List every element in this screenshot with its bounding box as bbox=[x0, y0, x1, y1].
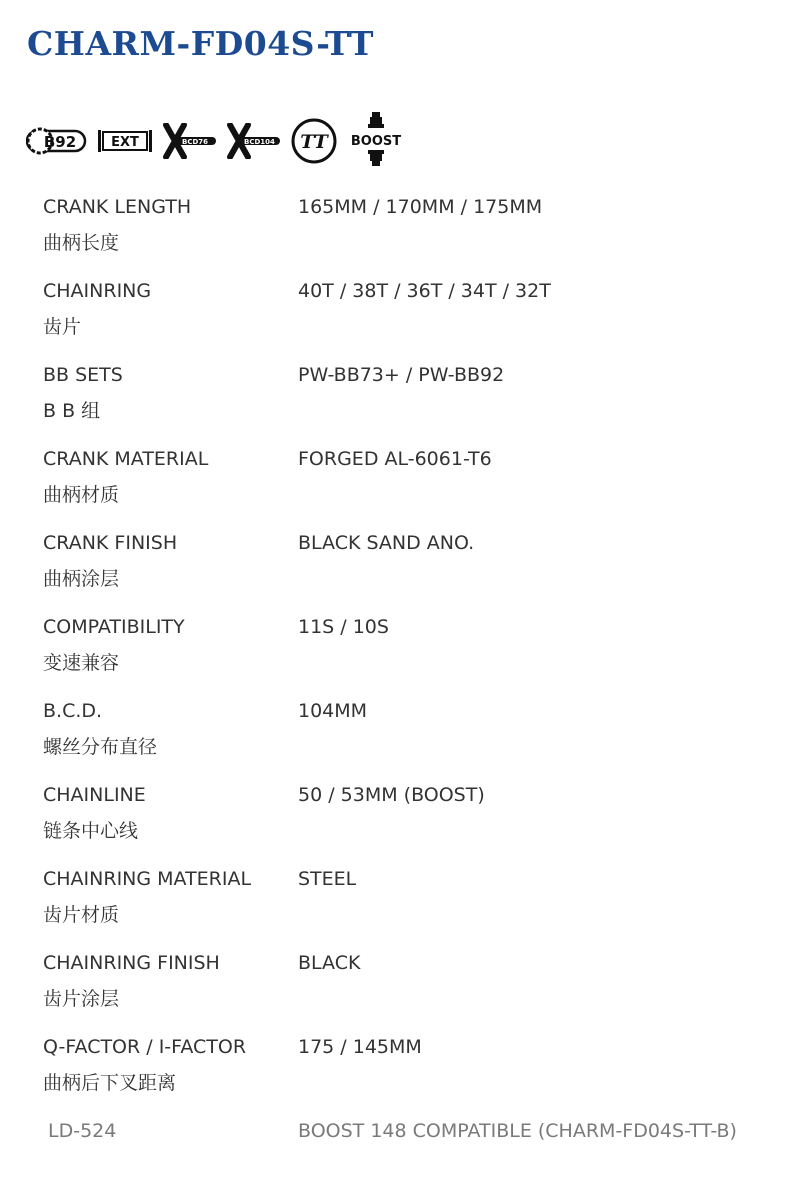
spec-label bbox=[43, 1029, 288, 1101]
spec-label bbox=[43, 357, 288, 429]
spec-value: 175 / 145MM bbox=[298, 1036, 422, 1058]
spec-label-cn: 曲柄材质 bbox=[43, 484, 120, 506]
spec-value: 165MM / 170MM / 175MM bbox=[298, 196, 543, 218]
tt-text: TT bbox=[300, 131, 328, 153]
spec-row-crank-material bbox=[43, 436, 783, 520]
spec-label bbox=[43, 861, 288, 933]
spec-value: BLACK SAND ANO. bbox=[298, 532, 475, 554]
spec-label-cn: B B 组 bbox=[43, 400, 101, 422]
bcd76-icon bbox=[162, 123, 218, 159]
spec-row-chainring bbox=[43, 268, 783, 352]
spec-label bbox=[43, 609, 288, 681]
spec-label-cn: 链条中心线 bbox=[43, 820, 139, 842]
spec-table bbox=[43, 184, 783, 1179]
spec-label-en: CHAINRING MATERIAL bbox=[43, 868, 252, 890]
spec-row-crank-length bbox=[43, 184, 783, 268]
spec-label-en: CRANK MATERIAL bbox=[43, 448, 209, 470]
bcd104-text: BCD104 bbox=[244, 138, 275, 146]
bcd104-icon bbox=[226, 123, 282, 159]
spec-label bbox=[48, 1113, 293, 1149]
boost-text: BOOST bbox=[350, 134, 402, 149]
spec-value: 50 / 53MM (BOOST) bbox=[298, 784, 485, 806]
spec-label-en: LD-524 bbox=[48, 1120, 117, 1142]
spec-label-cn: 曲柄后下叉距离 bbox=[43, 1072, 177, 1094]
spec-label-en: CHAINLINE bbox=[43, 784, 146, 806]
bcd76-text: BCD76 bbox=[182, 138, 209, 146]
spec-label-cn: 螺丝分布直径 bbox=[43, 736, 158, 758]
tt-icon bbox=[290, 117, 338, 165]
spec-value: FORGED AL-6061-T6 bbox=[298, 448, 492, 470]
spec-label bbox=[43, 693, 288, 765]
boost-icon bbox=[346, 112, 406, 170]
spec-value: 104MM bbox=[298, 700, 368, 722]
spec-row-chainline bbox=[43, 772, 783, 856]
ext-icon bbox=[96, 127, 154, 155]
spec-label bbox=[43, 273, 288, 345]
bb92-text: B92 bbox=[43, 133, 77, 151]
spec-label-cn: 曲柄涂层 bbox=[43, 568, 120, 590]
spec-label bbox=[43, 441, 288, 513]
spec-label-en: Q-FACTOR / I-FACTOR bbox=[43, 1036, 247, 1058]
spec-label bbox=[43, 777, 288, 849]
spec-label-en: COMPATIBILITY bbox=[43, 616, 185, 638]
bb92-icon bbox=[26, 124, 88, 158]
spec-label-en: CHAINRING FINISH bbox=[43, 952, 220, 974]
spec-row-compatibility bbox=[43, 604, 783, 688]
product-title: CHARM-FD04S-TT bbox=[27, 24, 374, 63]
feature-icons bbox=[26, 112, 406, 170]
spec-label bbox=[43, 189, 288, 261]
spec-value: STEEL bbox=[298, 868, 357, 890]
spec-value: BLACK bbox=[298, 952, 361, 974]
spec-row-chainring-material bbox=[43, 856, 783, 940]
spec-label-en: CRANK FINISH bbox=[43, 532, 178, 554]
spec-row-crank-finish bbox=[43, 520, 783, 604]
ext-text: EXT bbox=[111, 135, 139, 150]
spec-label-cn: 曲柄长度 bbox=[43, 232, 120, 254]
spec-value: 11S / 10S bbox=[298, 616, 389, 638]
spec-label bbox=[43, 525, 288, 597]
spec-value: BOOST 148 COMPATIBLE (CHARM-FD04S-TT-B) bbox=[298, 1120, 737, 1142]
spec-row-bcd bbox=[43, 688, 783, 772]
spec-row-q-factor bbox=[43, 1024, 783, 1108]
spec-label-cn: 齿片 bbox=[43, 316, 82, 338]
spec-label bbox=[43, 945, 288, 1017]
spec-row-chainring-finish bbox=[43, 940, 783, 1024]
spec-row-ld-524 bbox=[43, 1108, 783, 1179]
spec-value: PW-BB73+ / PW-BB92 bbox=[298, 364, 505, 386]
spec-label-en: CHAINRING bbox=[43, 280, 152, 302]
spec-label-en: B.C.D. bbox=[43, 700, 103, 722]
spec-row-bb-sets bbox=[43, 352, 783, 436]
spec-label-cn: 齿片涂层 bbox=[43, 988, 120, 1010]
spec-value: 40T / 38T / 36T / 34T / 32T bbox=[298, 280, 551, 302]
spec-label-cn: 变速兼容 bbox=[43, 652, 120, 674]
spec-label-cn: 齿片材质 bbox=[43, 904, 120, 926]
spec-label-en: BB SETS bbox=[43, 364, 123, 386]
spec-label-en: CRANK LENGTH bbox=[43, 196, 192, 218]
